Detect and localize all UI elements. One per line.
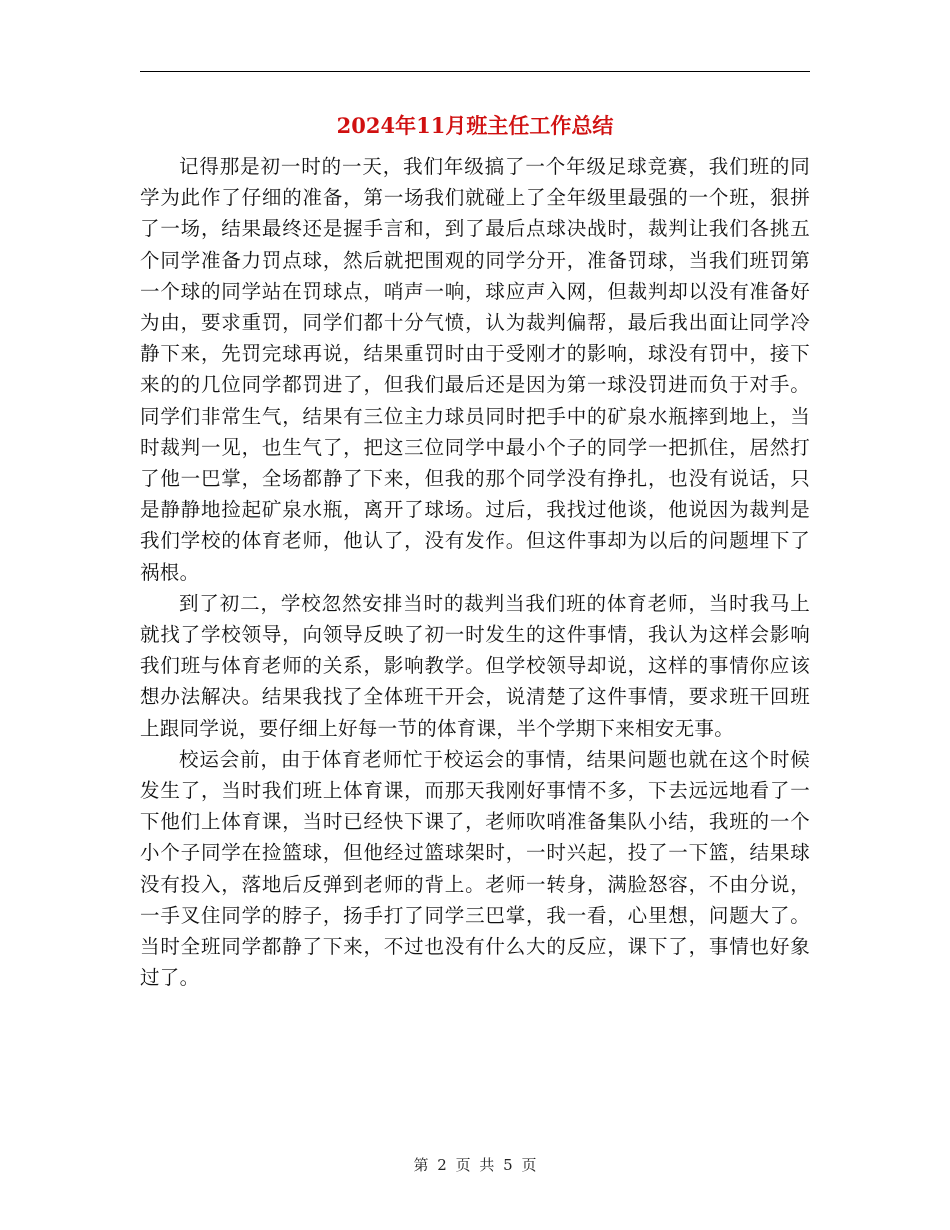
paragraph-3: 校运会前，由于体育老师忙于校运会的事情，结果问题也就在这个时候发生了，当时我们班上体育课，而那天我刚好事情不多，下去远远地看了一下他们上体育课，当时已经快下课了，老师吹哨准备集队小结，我班的一个小个子同学在捡篮球，但他经过篮球架时，一时兴起，投了一下篮，结果球没有投入，落地后反弹到老师的背上。老师一转身，满脸怒容，不由分说，一手叉住同学的脖子，扬手打了同学三巴掌，我一看，心里想，问题大了。当时全班同学都静了下来，不过也没有什么大的反应，课下了，事情也好象过了。: [140, 747, 810, 990]
page-number: 第 2 页 共 5 页: [413, 1156, 537, 1174]
header-rule: [140, 71, 810, 72]
document-title: 2024年11月班主任工作总结: [336, 113, 614, 138]
paragraph-2: 到了初二，学校忽然安排当时的裁判当我们班的体育老师，当时我马上就找了学校领导，向领导反映了初一时发生的这件事情，我认为这样会影响我们班与体育老师的关系，影响教学。但学校领导却说，这样的事情你应该想办法解决。结果我找了全体班干开会，说清楚了这件事情，要求班干回班上跟同学说，要仔细上好每一节的体育课，半个学期下来相安无事。: [140, 591, 810, 740]
paragraph-1: 记得那是初一时的一天，我们年级搞了一个年级足球竞赛，我们班的同学为此作了仔细的准备，第一场我们就碰上了全年级里最强的一个班，狠拼了一场，结果最终还是握手言和，到了最后点球决战时，裁判让我们各挑五个同学准备力罚点球，然后就把围观的同学分开，准备罚球，当我们班罚第一个球的同学站在罚球点，哨声一响，球应声入网，但裁判却以没有准备好为由，要求重罚，同学们都十分气愤，认为裁判偏帮，最后我出面让同学冷静下来，先罚完球再说，结果重罚时由于受刚才的影响，球没有罚中，接下来的的几位同学都罚进了，但我们最后还是因为第一球没罚进而负于对手。同学们非常生气，结果有三位主力球员同时把手中的矿泉水瓶摔到地上，当时裁判一见，也生气了，把这三位同学中最小个子的同学一把抓住，居然打了他一巴掌，全场都静了下来，但我的那个同学没有挣扎，也没有说话，只是静静地捡起矿泉水瓶，离开了球场。过后，我找过他谈，他说因为裁判是我们学校的体育老师，他认了，没有发作。但这件事却为以后的问题埋下了祸根。: [140, 155, 810, 584]
document-body: [140, 151, 810, 993]
